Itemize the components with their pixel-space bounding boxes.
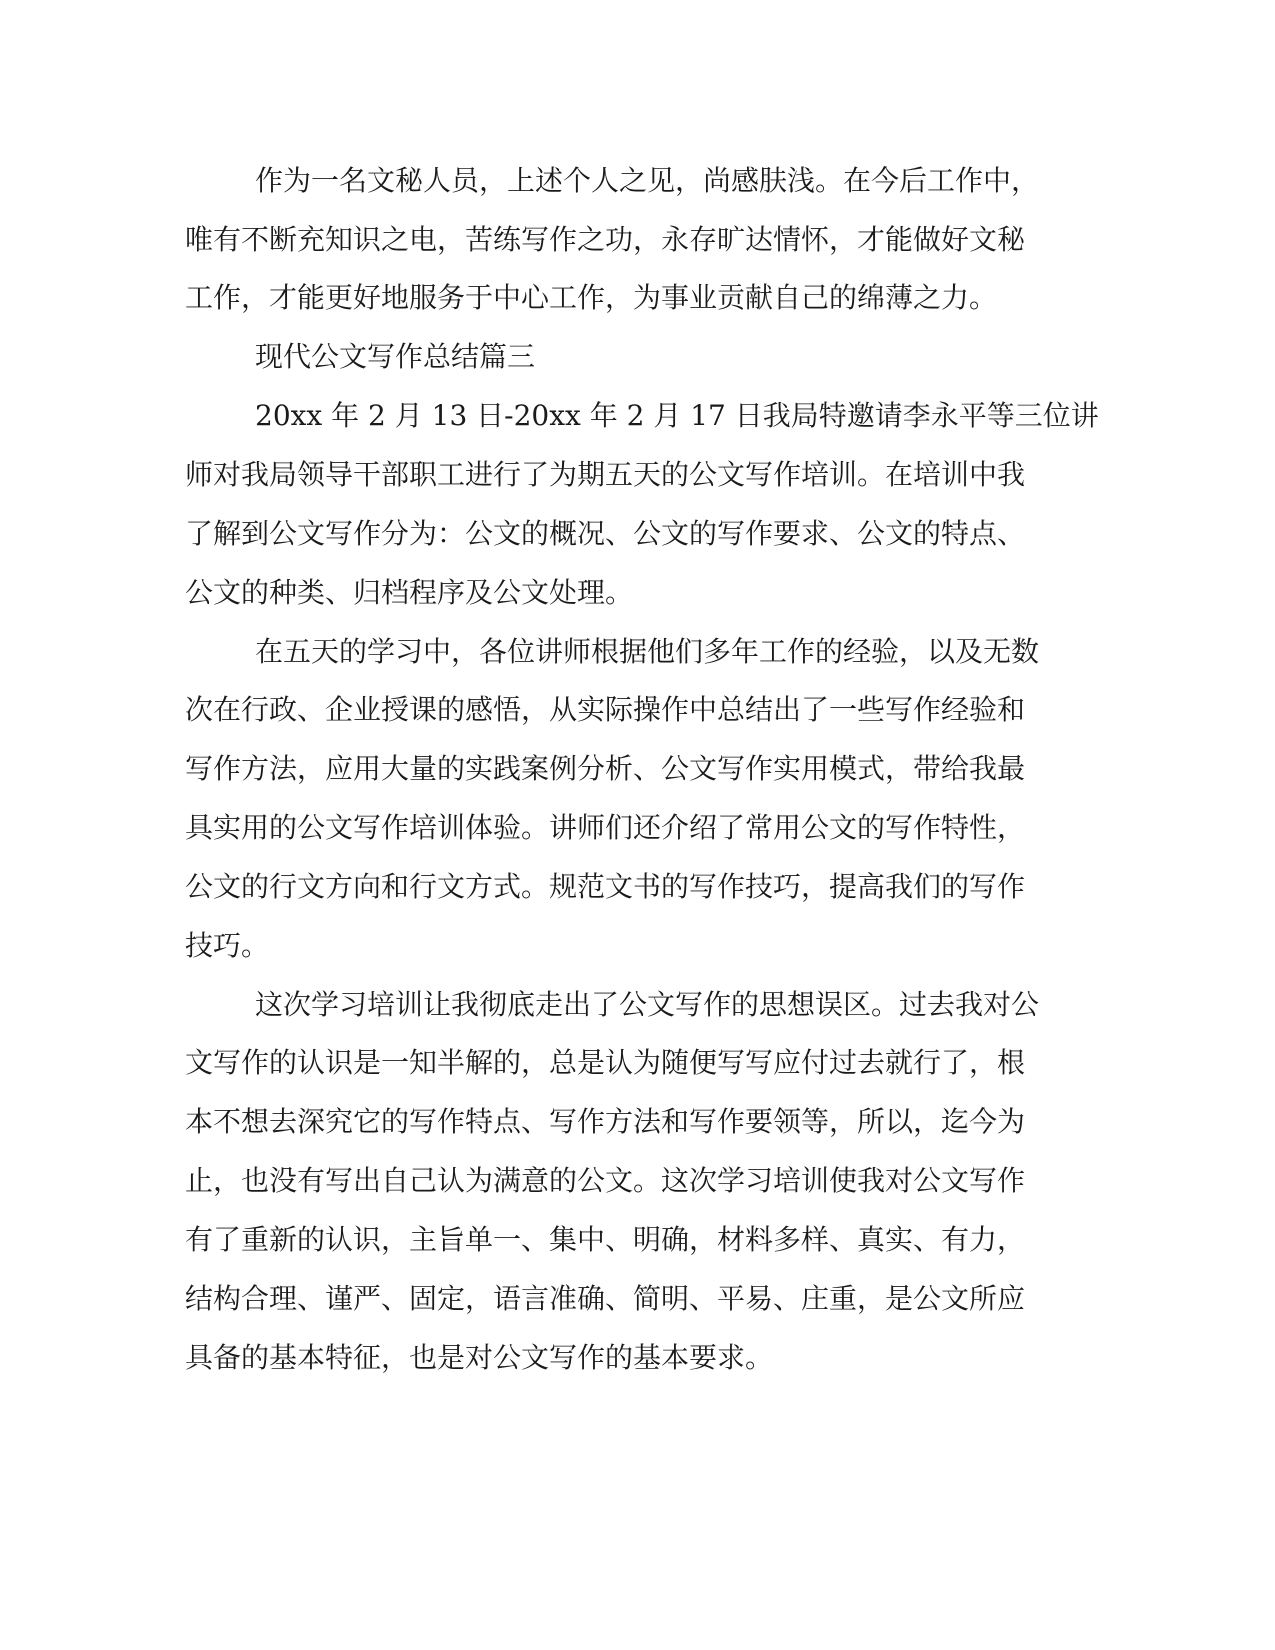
paragraph-line: 师对我局领导干部职工进行了为期五天的公文写作培训。在培训中我	[185, 458, 1026, 491]
paragraph-line: 有了重新的认识，主旨单一、集中、明确，材料多样、真实、有力，	[185, 1223, 1026, 1256]
paragraph-line: 次在行政、企业授课的感悟，从实际操作中总结出了一些写作经验和	[185, 693, 1026, 726]
paragraph-line: 具备的基本特征，也是对公文写作的基本要求。	[185, 1341, 774, 1374]
paragraph-line: 结构合理、谨严、固定，语言准确、简明、平易、庄重，是公文所应	[185, 1282, 1026, 1315]
paragraph-line: 本不想去深究它的写作特点、写作方法和写作要领等，所以，迄今为	[185, 1105, 1026, 1138]
paragraph-line: 作为一名文秘人员，上述个人之见，尚感肤浅。在今后工作中，	[255, 164, 1040, 197]
section-heading: 现代公文写作总结篇三	[255, 340, 536, 373]
paragraph-line: 止，也没有写出自己认为满意的公文。这次学习培训使我对公文写作	[185, 1164, 1026, 1197]
paragraph-line: 公文的行文方向和行文方式。规范文书的写作技巧，提高我们的写作	[185, 870, 1026, 903]
paragraph-line: 这次学习培训让我彻底走出了公文写作的思想误区。过去我对公	[255, 988, 1040, 1021]
paragraph-line: 文写作的认识是一知半解的，总是认为随便写写应付过去就行了，根	[185, 1046, 1026, 1079]
paragraph-line: 具实用的公文写作培训体验。讲师们还介绍了常用公文的写作特性，	[185, 811, 1026, 844]
paragraph-line: 20xx 年 2 月 13 日-20xx 年 2 月 17 日我局特邀请李永平等三位讲	[255, 399, 1099, 432]
paragraph-line: 公文的种类、归档程序及公文处理。	[185, 576, 634, 609]
paragraph-line: 技巧。	[185, 929, 270, 962]
paragraph-line: 写作方法，应用大量的实践案例分析、公文写作实用模式，带给我最	[185, 752, 1026, 785]
paragraph-line: 唯有不断充知识之电，苦练写作之功，永存旷达情怀，才能做好文秘	[185, 223, 1026, 256]
paragraph-line: 在五天的学习中，各位讲师根据他们多年工作的经验，以及无数	[255, 635, 1040, 668]
paragraph-line: 了解到公文写作分为：公文的概况、公文的写作要求、公文的特点、	[185, 517, 1026, 550]
paragraph-line: 工作，才能更好地服务于中心工作，为事业贡献自己的绵薄之力。	[185, 281, 998, 314]
